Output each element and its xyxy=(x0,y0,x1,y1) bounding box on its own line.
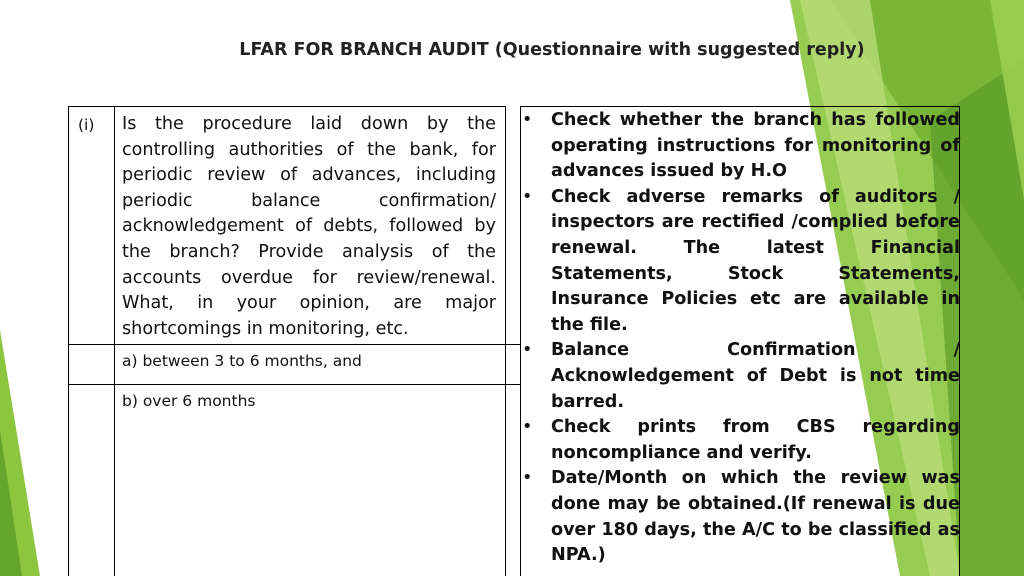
reply-text: Date/Month on which the review was done may be obtained.(If renewal is due over 180 days, the A/C to be classified as NPA.) xyxy=(551,468,960,566)
reply-text: Check whether the branch has followed operating instructions for monitoring of advances issued by H.O xyxy=(551,110,960,182)
reply-item xyxy=(522,185,960,339)
bullet-icon: • xyxy=(522,340,533,361)
serial-number: (i) xyxy=(78,116,95,134)
reply-item xyxy=(522,338,960,415)
table-divider-reply xyxy=(520,106,521,576)
reply-item xyxy=(522,415,960,466)
table-row-divider-b xyxy=(68,384,520,385)
table-divider-serial xyxy=(114,106,115,576)
question-text: Is the procedure laid down by the controlling authorities of the bank, for periodic review of advances, including periodic balance confirmation/ acknowledgement of debts, followed by the branch? Provide analysis of the accounts overdue for review/renewal. What, in your opinion, are major shortcomings in monitoring, etc. xyxy=(122,114,496,339)
reply-item xyxy=(522,466,960,568)
reply-text: Balance Confirmation / Acknowledgement of Debt is not time barred. xyxy=(551,340,960,412)
table-row-divider-a xyxy=(68,344,520,345)
table-divider-question xyxy=(505,106,506,576)
table-border-top-right xyxy=(520,106,960,107)
reply-text: Check prints from CBS regarding noncompliance and verify. xyxy=(551,417,960,463)
sub-question-b: b) over 6 months xyxy=(122,392,256,410)
table-border-left xyxy=(68,106,69,576)
reply-item xyxy=(522,108,960,185)
slide-title: LFAR FOR BRANCH AUDIT (Questionnaire with suggested reply) xyxy=(239,40,865,60)
table-border-top-left xyxy=(68,106,506,107)
bullet-icon: • xyxy=(522,186,533,207)
suggested-reply-list xyxy=(522,108,960,569)
sub-question-a: a) between 3 to 6 months, and xyxy=(122,352,362,370)
bullet-icon: • xyxy=(522,468,533,489)
bullet-icon: • xyxy=(522,110,533,130)
reply-text: Check adverse remarks of auditors / inspectors are rectified /complied before renewal. The latest Financial Statements, Stock Statements, Insurance Policies etc are available in the file. xyxy=(551,186,960,335)
bullet-icon: • xyxy=(522,417,533,438)
